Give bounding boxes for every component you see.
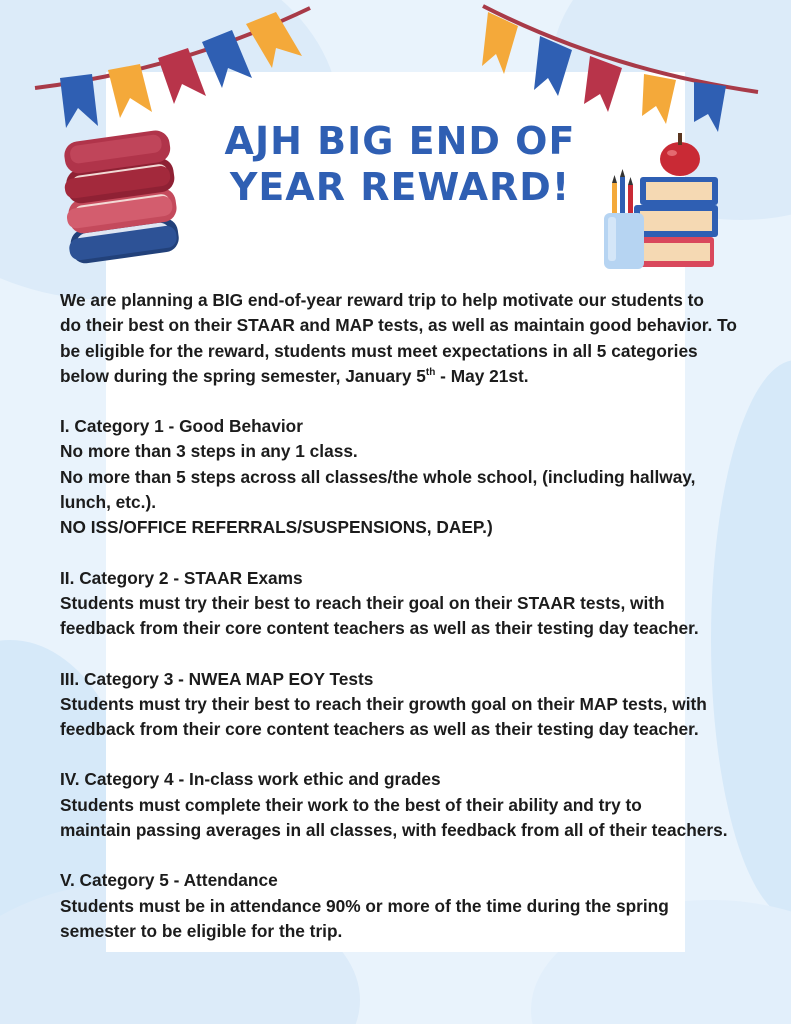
books-pencils-apple-icon	[598, 125, 728, 275]
category-heading: IV. Category 4 - In-class work ethic and grades	[60, 769, 441, 790]
category-line: maintain passing averages in all classes, with feedback from all of their teachers.	[60, 820, 728, 841]
category-line: NO ISS/OFFICE REFERRALS/SUSPENSIONS, DAEP.)	[60, 517, 493, 538]
category-3	[60, 667, 775, 743]
category-line: lunch, etc.).	[60, 492, 157, 513]
ordinal-suffix: th	[425, 367, 436, 379]
intro-line: We are planning a BIG end-of-year reward trip to help motivate our students to	[60, 290, 704, 310]
category-heading: III. Category 3 - NWEA MAP EOY Tests	[60, 668, 374, 689]
title-line-2: YEAR REWARD!	[229, 165, 571, 209]
category-heading: V. Category 5 - Attendance	[60, 870, 278, 891]
reward-description	[60, 288, 775, 944]
intro-line: be eligible for the reward, students must meet expectations in all 5 categories	[60, 340, 698, 361]
category-heading: II. Category 2 - STAAR Exams	[60, 567, 303, 588]
category-line: Students must be in attendance 90% or more of the time during the spring	[60, 895, 669, 916]
stack-of-books-icon	[55, 128, 185, 273]
category-2	[60, 566, 775, 642]
intro-date-text: below during the spring semester, January 5	[60, 365, 426, 386]
title-line-1: AJH BIG END OF	[224, 119, 576, 163]
intro-paragraph	[60, 288, 775, 389]
category-line: No more than 3 steps in any 1 class.	[60, 441, 358, 462]
intro-line	[60, 364, 775, 389]
category-line: Students must try their best to reach their growth goal on their MAP tests, with	[60, 693, 707, 714]
page-title	[180, 118, 620, 210]
category-line: Students must try their best to reach their goal on their STAAR tests, with	[60, 592, 665, 613]
category-4	[60, 767, 775, 843]
category-5	[60, 868, 775, 944]
category-line: Students must complete their work to the best of their ability and try to	[60, 794, 642, 815]
category-1	[60, 414, 775, 540]
intro-line: do their best on their STAAR and MAP tests, as well as maintain good behavior. To	[60, 315, 737, 336]
category-line: feedback from their core content teachers as well as their testing day teacher.	[60, 719, 699, 740]
category-line: feedback from their core content teachers as well as their testing day teacher.	[60, 618, 699, 639]
category-heading: I. Category 1 - Good Behavior	[60, 416, 303, 437]
intro-date-end: - May 21st.	[435, 365, 529, 386]
category-line: semester to be eligible for the trip.	[60, 920, 343, 941]
category-line: No more than 5 steps across all classes/the whole school, (including hallway,	[60, 466, 696, 487]
